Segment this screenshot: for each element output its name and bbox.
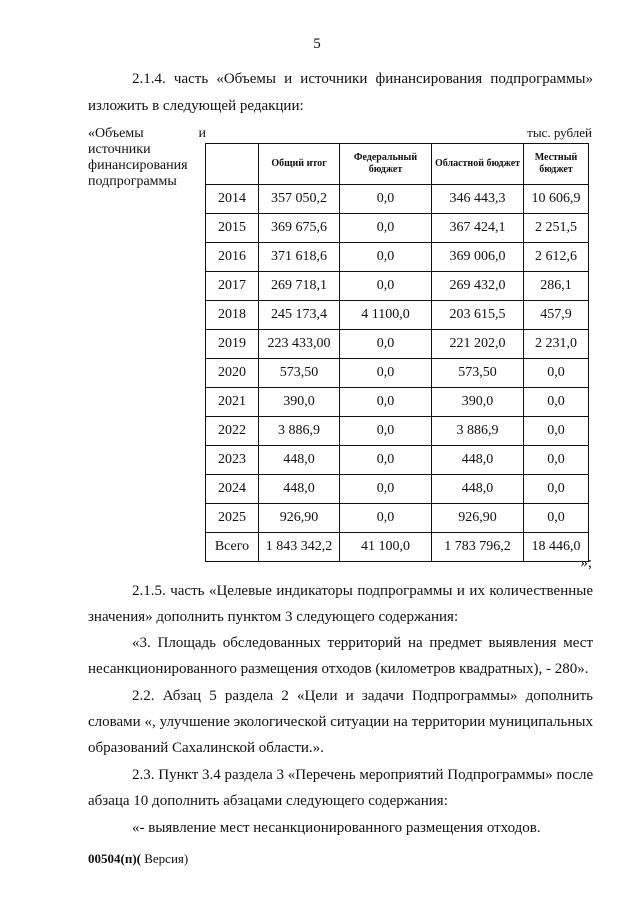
table-row: [206, 243, 589, 272]
amount-cell: 367 424,1: [432, 214, 524, 243]
p3-line-2: несанкционированного размещения отходов (километров квадратных), - 280».: [88, 661, 589, 677]
amount-cell: 269 432,0: [432, 272, 524, 301]
table-row: [206, 330, 589, 359]
amount-cell: 0,0: [340, 359, 432, 388]
currency-unit: тыс. рублей: [527, 125, 592, 140]
amount-cell: 223 433,00: [259, 330, 340, 359]
amount-cell: 0,0: [340, 185, 432, 214]
amount-cell: 448,0: [259, 446, 340, 475]
footer-code: 00504(п)(: [88, 851, 141, 866]
amount-cell: 0,0: [524, 475, 589, 504]
p22-line-1: 2.2. Абзац 5 раздела 2 «Цели и задачи Подпрограммы» дополнить: [132, 688, 593, 704]
amount-cell: 4 1100,0: [340, 301, 432, 330]
amount-cell: 0,0: [340, 330, 432, 359]
header-cell: [206, 144, 259, 185]
label-line-3: финансирования: [88, 158, 188, 173]
amount-cell: 2 612,6: [524, 243, 589, 272]
label-line-1b: и: [198, 126, 206, 141]
amount-cell: 0,0: [524, 388, 589, 417]
amount-cell: 3 886,9: [432, 417, 524, 446]
amount-cell: 0,0: [340, 243, 432, 272]
amount-cell: 346 443,3: [432, 185, 524, 214]
amount-cell: 457,9: [524, 301, 589, 330]
amount-cell: 0,0: [524, 446, 589, 475]
year-cell: 2024: [206, 475, 259, 504]
header-cell: Общий итог: [259, 144, 340, 185]
amount-cell: 10 606,9: [524, 185, 589, 214]
document-footer-code: [88, 851, 188, 867]
label-line-2: источники: [88, 142, 151, 157]
amount-cell: 269 718,1: [259, 272, 340, 301]
financing-table: [205, 143, 589, 562]
year-cell: 2022: [206, 417, 259, 446]
amount-cell: 390,0: [432, 388, 524, 417]
intro-line-2: изложить в следующей редакции:: [88, 98, 304, 114]
p23-line-2: абзаца 10 дополнить абзацами следующего содержания:: [88, 793, 448, 809]
table-row: [206, 301, 589, 330]
amount-cell: 926,90: [259, 504, 340, 533]
section-label: [88, 126, 206, 190]
table-header-row: [206, 144, 589, 185]
year-cell: 2015: [206, 214, 259, 243]
amount-cell: 573,50: [259, 359, 340, 388]
amount-cell: 1 783 796,2: [432, 533, 524, 562]
amount-cell: 448,0: [259, 475, 340, 504]
amount-cell: 0,0: [340, 272, 432, 301]
amount-cell: 18 446,0: [524, 533, 589, 562]
amount-cell: 573,50: [432, 359, 524, 388]
amount-cell: 371 618,6: [259, 243, 340, 272]
p-last: «- выявление мест несанкционированного размещения отходов.: [132, 820, 541, 836]
year-cell: 2016: [206, 243, 259, 272]
amount-cell: 357 050,2: [259, 185, 340, 214]
table-row: [206, 359, 589, 388]
amount-cell: 448,0: [432, 475, 524, 504]
page-number: 5: [313, 36, 321, 52]
footer-version: Версия): [140, 851, 189, 866]
year-cell: 2023: [206, 446, 259, 475]
table-row: [206, 272, 589, 301]
amount-cell: 0,0: [524, 504, 589, 533]
label-line-1a: «Объемы: [88, 126, 144, 141]
table-row: [206, 185, 589, 214]
table-row: [206, 214, 589, 243]
year-cell: 2021: [206, 388, 259, 417]
year-cell: 2019: [206, 330, 259, 359]
intro-line-1: 2.1.4. часть «Объемы и источники финансирования подпрограммы»: [132, 71, 593, 87]
amount-cell: 286,1: [524, 272, 589, 301]
p215-line-2: значения» дополнить пунктом 3 следующего содержания:: [88, 609, 459, 625]
amount-cell: 0,0: [340, 388, 432, 417]
amount-cell: 448,0: [432, 446, 524, 475]
header-cell: Местный бюджет: [524, 144, 589, 185]
p22-line-2: словами «, улучшение экологической ситуации на территории муниципальных: [88, 714, 593, 730]
amount-cell: 0,0: [340, 446, 432, 475]
year-cell: 2020: [206, 359, 259, 388]
table-row: [206, 388, 589, 417]
header-cell: Областной бюджет: [432, 144, 524, 185]
p23-line-1: 2.3. Пункт 3.4 раздела 3 «Перечень мероприятий Подпрограммы» после: [132, 767, 594, 783]
p215-line-1: 2.1.5. часть «Целевые индикаторы подпрограммы и их количественные: [132, 583, 593, 599]
table-row: [206, 504, 589, 533]
amount-cell: 369 006,0: [432, 243, 524, 272]
amount-cell: 2 231,0: [524, 330, 589, 359]
table-row: [206, 475, 589, 504]
year-cell: 2025: [206, 504, 259, 533]
amount-cell: 203 615,5: [432, 301, 524, 330]
year-cell: 2018: [206, 301, 259, 330]
amount-cell: 2 251,5: [524, 214, 589, 243]
amount-cell: 0,0: [524, 417, 589, 446]
p3-line-1: «3. Площадь обследованных территорий на предмет выявления мест: [132, 635, 593, 651]
header-cell: Федеральный бюджет: [340, 144, 432, 185]
table-row: [206, 533, 589, 562]
amount-cell: 0,0: [340, 504, 432, 533]
amount-cell: 0,0: [340, 214, 432, 243]
year-cell: 2017: [206, 272, 259, 301]
amount-cell: 221 202,0: [432, 330, 524, 359]
label-line-4: подпрограммы: [88, 174, 177, 189]
p22-line-3: образований Сахалинской области.».: [88, 740, 324, 756]
closing-mark: »;: [580, 555, 592, 571]
amount-cell: 0,0: [340, 417, 432, 446]
table-row: [206, 417, 589, 446]
year-cell: 2014: [206, 185, 259, 214]
year-cell: Всего: [206, 533, 259, 562]
table-row: [206, 446, 589, 475]
amount-cell: 369 675,6: [259, 214, 340, 243]
amount-cell: 41 100,0: [340, 533, 432, 562]
amount-cell: 0,0: [340, 475, 432, 504]
amount-cell: 3 886,9: [259, 417, 340, 446]
amount-cell: 1 843 342,2: [259, 533, 340, 562]
amount-cell: 390,0: [259, 388, 340, 417]
amount-cell: 0,0: [524, 359, 589, 388]
amount-cell: 245 173,4: [259, 301, 340, 330]
amount-cell: 926,90: [432, 504, 524, 533]
